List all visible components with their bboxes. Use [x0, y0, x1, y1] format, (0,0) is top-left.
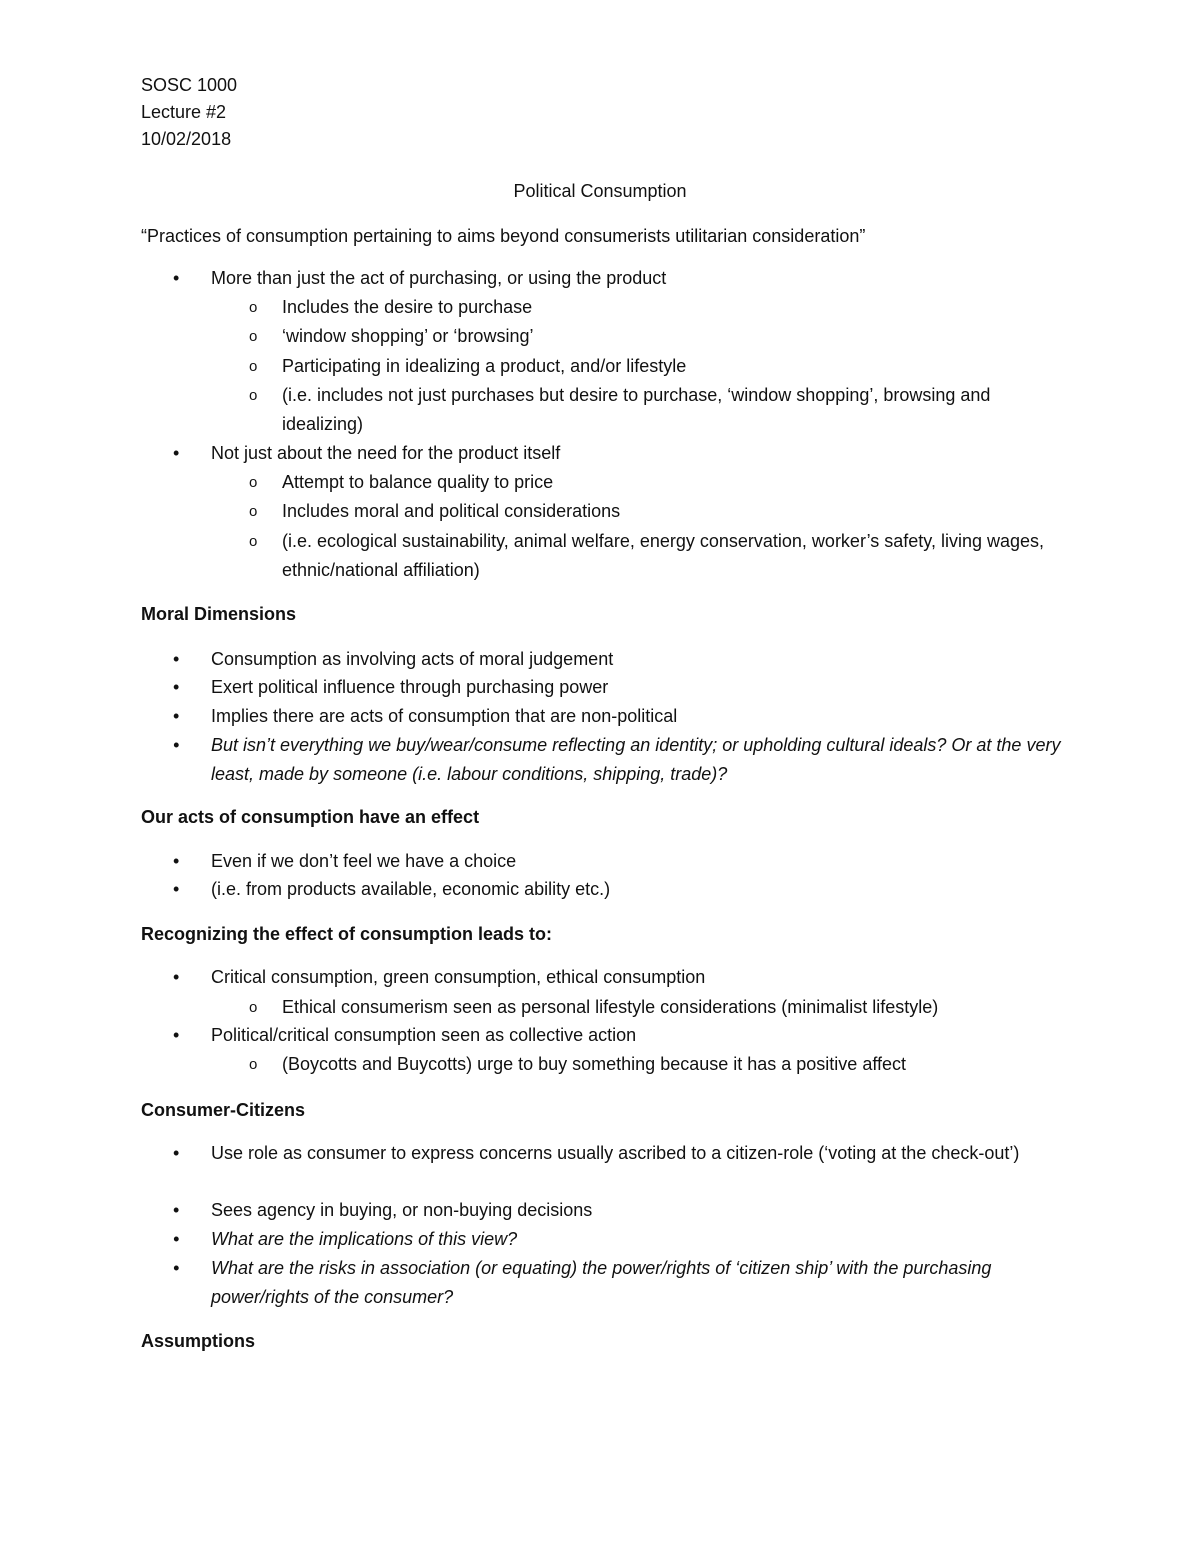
sub-list-item: o Participating in idealizing a product, and/or lifestyle [282, 352, 1072, 381]
definition-quote: “Practices of consumption pertaining to aims beyond consumerists utilitarian consideration” [141, 226, 866, 246]
list-item: • More than just the act of purchasing, or using the product [211, 264, 1061, 293]
sub-list-item: o (i.e. ecological sustainability, animal welfare, energy conservation, worker’s safety, living wages, ethnic/national affiliation) [282, 527, 1072, 585]
list-item: • What are the implications of this view? [211, 1225, 1061, 1254]
course-code: SOSC 1000 [141, 75, 238, 95]
list-item: • What are the risks in association (or equating) the power/rights of ‘citizen ship’ with the purchasing power/rights of the consumer? [211, 1254, 1061, 1312]
list-item: • Critical consumption, green consumption, ethical consumption [211, 963, 1061, 992]
sub-list-item: o Ethical consumerism seen as personal lifestyle considerations (minimalist lifestyle) [282, 993, 1072, 1022]
sub-list-item: o Includes moral and political considerations [282, 497, 1072, 526]
section-heading-assumptions: Assumptions [141, 1331, 256, 1351]
list-item: • Political/critical consumption seen as collective action [211, 1021, 1061, 1050]
section-heading-moral: Moral Dimensions [141, 604, 297, 624]
section-heading-citizens: Consumer-Citizens [141, 1100, 306, 1120]
list-item: • Sees agency in buying, or non-buying decisions [211, 1196, 1061, 1225]
page-title: Political Consumption [513, 181, 687, 201]
list-item: • Even if we don’t feel we have a choice [211, 847, 1061, 876]
sub-list-item: o (i.e. includes not just purchases but desire to purchase, ‘window shopping’, browsing and idealizing) [282, 381, 1072, 439]
list-item: • Implies there are acts of consumption that are non-political [211, 702, 1061, 731]
list-item: • But isn’t everything we buy/wear/consume reflecting an identity; or upholding cultural ideals? Or at the very least, made by someone (i.e. labour conditions, shipping, trade)? [211, 731, 1061, 789]
list-item: • (i.e. from products available, economic ability etc.) [211, 875, 1061, 904]
list-item: • Consumption as involving acts of moral judgement [211, 645, 1061, 674]
sub-list-item: o ‘window shopping’ or ‘browsing’ [282, 322, 1072, 351]
list-item: • Not just about the need for the product itself [211, 439, 1061, 468]
list-item: • Use role as consumer to express concerns usually ascribed to a citizen-role (‘voting at the check-out’) [211, 1139, 1061, 1168]
lecture-date: 10/02/2018 [141, 129, 232, 149]
section-heading-recognizing: Recognizing the effect of consumption leads to: [141, 924, 553, 944]
lecture-number: Lecture #2 [141, 102, 227, 122]
sub-list-item: o (Boycotts and Buycotts) urge to buy something because it has a positive affect [282, 1050, 1072, 1079]
list-item: • Exert political influence through purchasing power [211, 673, 1061, 702]
section-heading-effect: Our acts of consumption have an effect [141, 807, 480, 827]
sub-list-item: o Attempt to balance quality to price [282, 468, 1072, 497]
sub-list-item: o Includes the desire to purchase [282, 293, 1072, 322]
document-header [141, 72, 237, 153]
